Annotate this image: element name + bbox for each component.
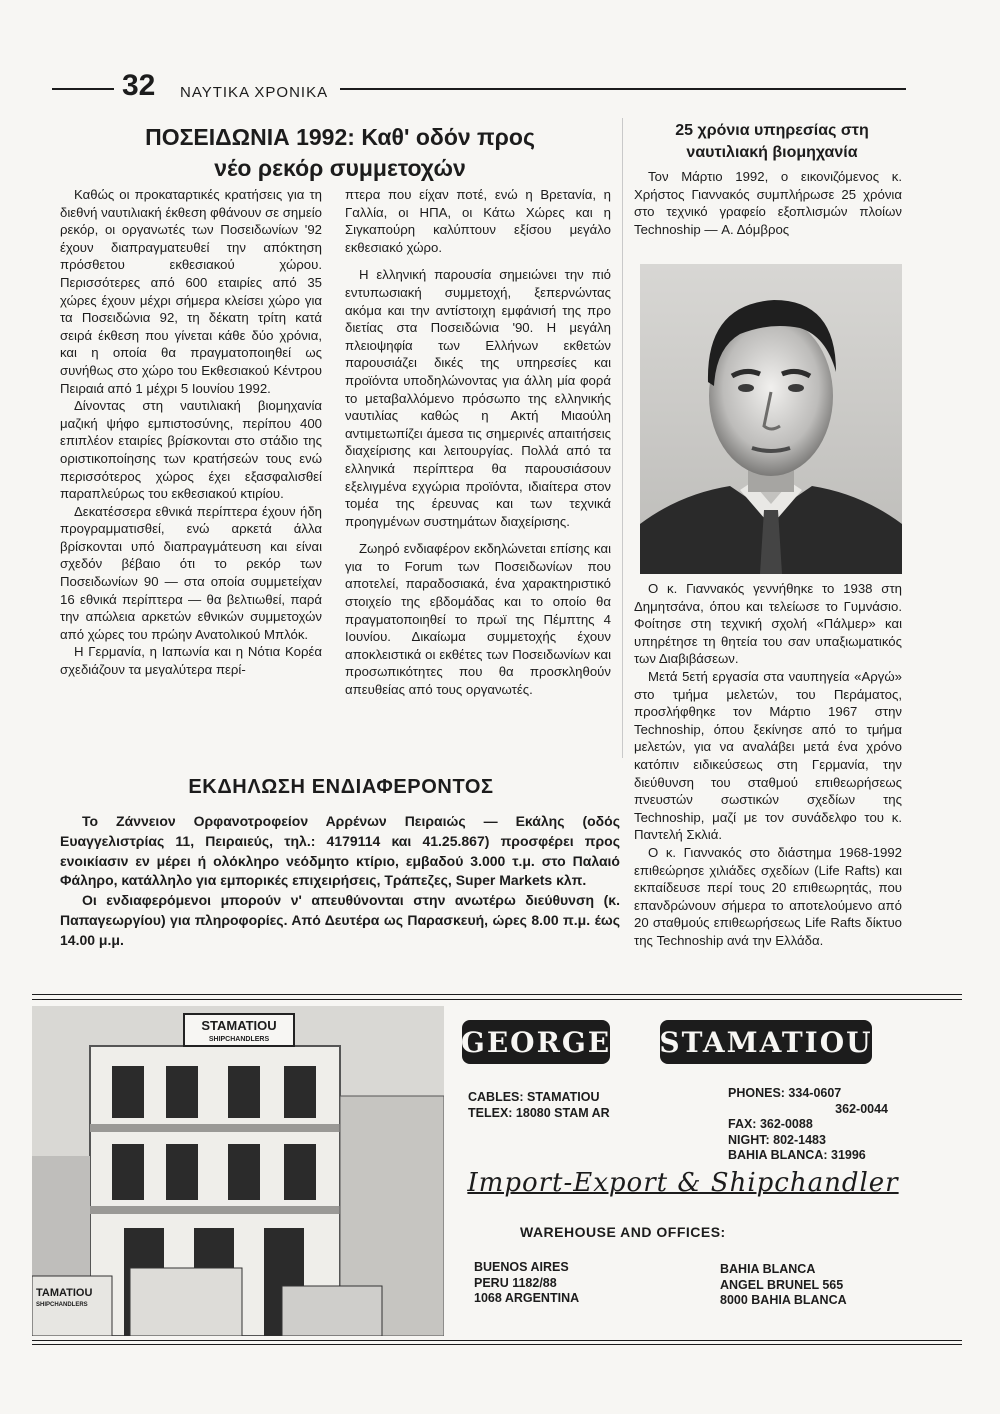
publication-title: ΝΑΥΤΙΚΑ ΧΡΟΝΙΚΑ — [180, 84, 329, 101]
main-article-column-left — [60, 186, 322, 679]
ad-cables-telex — [468, 1090, 610, 1121]
paragraph: Ο κ. Γιαννακός γεννήθηκε το 1938 στη Δημητσάνα, όπου και τελείωσε το Γυμνάσιο. Φοίτησε στη τεχνική σχολή «Πάλμερ» και υπηρέτησε τη θητεία του σαν υπαξιωματικός των Διαβιβάσεων. — [634, 581, 902, 667]
side-title-line1: 25 χρόνια υπηρεσίας στη — [675, 122, 869, 139]
main-title-line1: ΠΟΣΕΙΔΩΝΙΑ 1992: Καθ' οδόν προς — [145, 124, 535, 150]
column-divider — [622, 118, 623, 758]
telex-text: TELEX: 18080 STAM AR — [468, 1105, 610, 1120]
paragraph: Ο κ. Γιαννακός στο διάστημα 1968-1992 επιθεώρησε χιλιάδες σχεδίων (Life Rafts) και εκπαίδευσε περί τους 20 επιθεωρητάς, που επανδρώνουν σήμερα το αποτελούμενο από 20 σταθμούς επιθεωρήσεως Life Rafts δίκτυο της Technoship ανά την Ελλάδα. — [634, 844, 902, 948]
paragraph: Καθώς οι προκαταρτικές κρατήσεις για τη διεθνή ναυτιλιακή έκθεση φθάνουν σε σημείο ρεκόρ, οι οργανωτές των Ποσειδωνίων '92 έχουν διαπραγματευθεί την απόκτηση πρόσθετου εκθεσιακού χώρου. Περισσότερες από 600 εταιρίες από 35 χώρες έχουν μέχρι σήμερα κλείσει χώρο για τα Ποσειδώνια 92, τη δέκατη τρίτη κατά σειρά έκθεση που γίνεται κάθε δύο χρόνια, και η οποία θα πραγματοποιηθεί ως συνήθως στο χώρο του Εκθεσιακού Κέντρου Πειραιά από 1 μέχρι 5 Ιουνίου 1992. — [60, 187, 322, 396]
paragraph: πτερα που είχαν ποτέ, ενώ η Βρετανία, η Γαλλία, οι ΗΠΑ, οι Κάτω Χώρες και η Σιγκαπούρη καλύπτουν εξίσου μεγάλο εκθεσιακό χώρο. — [345, 187, 611, 255]
warehouse-heading: WAREHOUSE AND OFFICES: — [520, 1224, 726, 1240]
page-number: 32 — [122, 69, 156, 102]
side-title-line2: ναυτιλιακή βιομηχανία — [686, 144, 858, 161]
fax-text: FAX: 362-0088 — [728, 1117, 813, 1132]
building-sign-text: STAMATIOU — [201, 1018, 277, 1033]
truck-sign-text: TAMATIOU — [36, 1287, 93, 1299]
phones-text: PHONES: 334-0607 — [728, 1086, 842, 1100]
paragraph: Οι ενδιαφερόμενοι μπορούν ν' απευθύνονται στην ανωτέρω διεύθυνση (κ. Παπαγεωργίου) για πληροφορίες. Από Δευτέρα ως Παρασκευή, ώρες 8.00 π.μ. έως 14.00 μ.μ. — [60, 892, 620, 948]
bahia-phone-text: BAHIA BLANCA: 31996 — [728, 1148, 866, 1163]
paragraph: Το Ζάννειον Ορφανοτροφείον Αρρένων Πειραιώς — Εκάλης (οδός Ευαγγελιστρίας 11, Πειραιεύς, τηλ.: 4179114 και 41.25.867) προσφέρει προς ενοικίασιν εν μέρει ή ολόκληρο νεόδμητο κτίριο, εμβαδού 3.000 τ.μ. στο Παλαιό Φάληρο, κατάλληλο για εμπορικές επιχειρήσεις, Τράπεζες, Super Markets κλπ. — [60, 813, 620, 889]
paragraph: Μετά 5ετή εργασία στα ναυπηγεία «Αργώ» στο τμήμα μελετών, του Περάματος, προσλήφθηκε τον Μάρτιο 1967 στην Technoship, όπου ξεκίνησε από το τμήμα μελετών, για να αναλάβει μετά ένα χρόνο κατόπιν ειδικεύσεως στη Γερμανία, την διεύθυνση του σταθμού επιθεωρήσεως πνευστών σωστικών σχεδίων της Technoship, μαζί με τον συνάδελφο του κ. Παντελή Σκλιά. — [634, 668, 902, 843]
paragraph: Η ελληνική παρουσία σημειώνει την πιό εντυπωσιακή συμμετοχή, ξεπερνώντας ακόμα και την αντίστοιχη εμφάνισή της προ διετίας στα Ποσειδώνια '90. Η μεγάλη πλειοψηφία των Ελλήνων εκθετών παρουσιάζει δικές της υπηρεσίες και προϊόντα υποδηλώνοντας για άλλη μία φορά το μεταβαλλόμενο πρόσωπο της ελληνικής ναυτιλίας καθώς η Ακτή Μιαούλη αντιμετωπίζει άμεσα τις σημερινές απαιτήσεις διαχείρισης και λειτουργίας. Πολλά από τα ελληνικά περίπτερα θα παρουσιάσουν εξελιγμένα εχγώρια προϊόντα, ιδιαίτερα στον τομέα της έρευνας και των τεχνικά προηγμένων συστημάτων διαχείρισης. — [345, 267, 611, 529]
truck-sign-subtext: SHIPCHANDLERS — [36, 1302, 88, 1308]
ad-tagline: Import-Export & Shipchandler — [467, 1168, 899, 1198]
logo-stamatiou-text: STAMATIOU — [659, 1025, 873, 1059]
ad-contact-numbers — [728, 1086, 888, 1164]
paragraph: Ζωηρό ενδιαφέρον εκδηλώνεται επίσης και για το Forum των Ποσειδωνίων που αποτελεί, παραδοσιακά, ένα χαρακτηριστικό στοιχείο της εβδομάδας και το οποίο θα πραγματοποιηθεί το πρωϊ της Πέμπτης 4 Ιουνίου. Δικαίωμα συμμετοχής έχουν αποκλειστικά οι εκθέτες των Ποσειδωνίων και προσωπικότητες που θα προσκληθούν απευθείας από τους οργανωτές. — [345, 541, 611, 698]
address-line: PERU 1182/88 — [474, 1275, 557, 1290]
address-line: BUENOS AIRES — [474, 1260, 569, 1274]
event-notice-body — [60, 812, 620, 951]
address-line: 1068 ARGENTINA — [474, 1291, 580, 1306]
portrait-illustration — [640, 264, 902, 574]
logo-george-text: GEORGE — [460, 1025, 612, 1059]
storefront-illustration — [32, 1006, 444, 1336]
portrait-photo — [640, 264, 902, 574]
ad-border-bottom — [32, 1340, 962, 1345]
ad-border-top — [32, 994, 962, 1000]
paragraph: Τον Μάρτιο 1992, ο εικονιζόμενος κ. Χρήστος Γιαννακός συμπλήρωσε 25 χρόνια στο τεχνικό γραφείο εξοπλισμών πλοίων Technoship — Α. Δόμβρος — [634, 169, 902, 237]
header-rule-left — [52, 88, 114, 90]
night-text: NIGHT: 802-1483 — [728, 1132, 826, 1147]
address-line: 8000 BAHIA BLANCA — [720, 1293, 847, 1308]
paragraph: Η Γερμανία, η Ιαπωνία και η Νότια Κορέα σχεδιάζουν τα μεγαλύτερα περί- — [60, 644, 322, 678]
main-article-column-right — [345, 186, 611, 699]
phones-second-text: 362-0044 — [835, 1101, 888, 1116]
building-sign-subtext: SHIPCHANDLERS — [208, 1036, 270, 1043]
cables-text: CABLES: STAMATIOU — [468, 1090, 600, 1104]
side-article-intro — [634, 168, 902, 238]
event-notice-title: ΕΚΔΗΛΩΣΗ ΕΝΔΙΑΦΕΡΟΝΤΟΣ — [188, 776, 494, 798]
paragraph: Δίνοντας στη ναυτιλιακή βιομηχανία μαζική ψήφο εμπιστοσύνης, περίπου 400 επιπλέον εταιρίες βρίσκονται στο στάδιο της οριστικοποίησης των κρατήσεών τους ενώ περισσότερος χώρος έχει εξασφαλισθεί παραπλεύρως του εκθεσιακού κτιρίου. — [60, 398, 322, 502]
address-buenos-aires — [474, 1260, 579, 1307]
logo-stamatiou — [660, 1020, 872, 1064]
logo-george — [462, 1020, 610, 1064]
address-line: ANGEL BRUNEL 565 — [720, 1277, 844, 1292]
main-title-line2: νέο ρεκόρ συμμετοχών — [214, 155, 466, 181]
side-article-bio — [634, 580, 902, 949]
address-line: BAHIA BLANCA — [720, 1262, 816, 1276]
address-bahia-blanca — [720, 1262, 847, 1309]
storefront-photo — [32, 1006, 444, 1336]
side-article-title — [634, 120, 910, 164]
header-rule-right — [340, 88, 906, 90]
main-article-title — [100, 122, 580, 184]
paragraph: Δεκατέσσερα εθνικά περίπτερα έχουν ήδη προγραμματισθεί, ενώ αρκετά άλλα βρίσκονται υπό διαπραγμάτευση και είναι σχεδόν βέβαιο ότι το ρεκόρ των Ποσειδωνίων 90 — στα οποία συμμετείχαν 16 εθνικά περίπτερα — θα βελτιωθεί, παρά την απώλεια αρκετών εθνικών συμμετοχών από χώρες του πρώην Ανατολικού Μπλόκ. — [60, 503, 322, 642]
